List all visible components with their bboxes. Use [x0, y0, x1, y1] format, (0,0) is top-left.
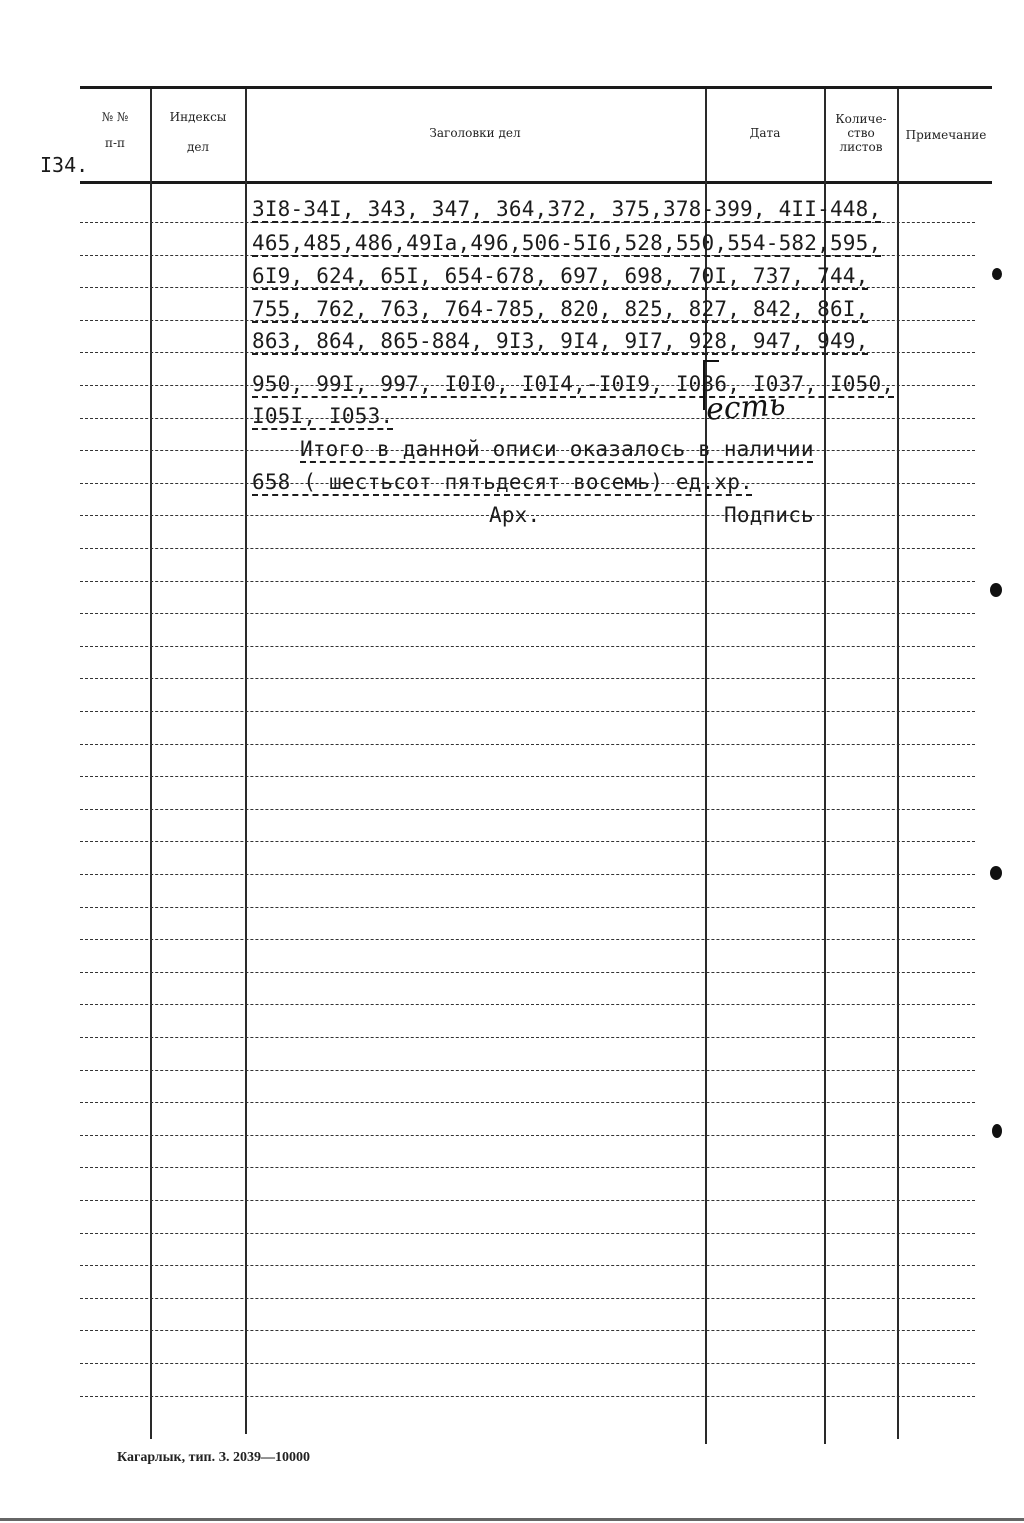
ruled-line	[80, 548, 975, 550]
page-bottom-edge	[0, 1518, 1024, 1521]
ruled-line	[80, 776, 975, 778]
header-notes: Примечание	[905, 128, 987, 142]
ruled-line	[80, 1004, 975, 1006]
ruled-line	[80, 841, 975, 843]
case-numbers-line-1: 3I8-34I, 343, 347, 364,372, 375,378-399, 4II-448,	[252, 197, 882, 221]
ruled-line	[80, 1233, 975, 1235]
ruled-line	[80, 1200, 975, 1202]
header-count-2: ство	[847, 126, 875, 140]
handwritten-bracket	[703, 360, 719, 410]
ruled-line	[80, 874, 975, 876]
ruled-line	[80, 581, 975, 583]
column-divider-notes	[897, 89, 899, 1439]
column-divider-index	[150, 89, 152, 1439]
ruled-line	[80, 678, 975, 680]
case-numbers-line-2: 465,485,486,49Iа,496,506-5I6,528,550,554-582,595,	[252, 231, 882, 255]
ruled-line	[80, 1298, 975, 1300]
case-numbers-line-6: 950, 99I, 997, I0I0, I0I4,-I0I9, I036, I037, I050,	[252, 372, 895, 396]
ruled-line	[80, 711, 975, 713]
punch-hole-mark	[992, 268, 1002, 280]
case-numbers-line-4: 755, 762, 763, 764-785, 820, 825, 827, 842, 86I,	[252, 297, 869, 321]
header-count-1: Количе-	[835, 112, 887, 126]
header-index-sub: дел	[186, 140, 210, 154]
ruled-line	[80, 744, 975, 746]
header-count	[825, 112, 897, 154]
ruled-line	[80, 1037, 975, 1039]
ruled-line	[80, 907, 975, 909]
ruled-line	[80, 1135, 975, 1137]
ruled-line	[80, 972, 975, 974]
ruled-line	[80, 1396, 975, 1398]
column-divider-date	[705, 89, 707, 1444]
header-num	[85, 110, 145, 150]
ruled-line	[80, 1330, 975, 1332]
header-date: Дата	[749, 126, 781, 140]
printer-imprint: Кагарлык, тип. З. 2039—10000	[117, 1450, 311, 1465]
ruled-line	[80, 418, 975, 420]
total-line-1: Итого в данной описи оказалось в наличии	[300, 437, 814, 461]
handwritten-mark: есть	[704, 387, 787, 428]
ruled-line	[80, 613, 975, 615]
header-num-sub: п-п	[104, 136, 126, 150]
case-numbers-line-7: I05I, I053.	[252, 404, 394, 428]
ruled-line	[80, 1102, 975, 1104]
header-titles: Заголовки дел	[429, 126, 521, 140]
archivist-label: Арх.	[489, 503, 541, 527]
total-line-2: 658 ( шестьсот пятьдесят восемь) ед.хр.	[252, 470, 753, 494]
ruled-line	[80, 939, 975, 941]
table-top-border	[80, 86, 992, 89]
ruled-line	[80, 222, 975, 224]
header-index	[152, 110, 244, 154]
signature-label: Подпись	[724, 503, 814, 527]
case-numbers-line-3: 6I9, 624, 65I, 654-678, 697, 698, 70I, 737, 744,	[252, 264, 869, 288]
punch-hole-mark	[990, 866, 1002, 880]
case-numbers-line-5: 863, 864, 865-884, 9I3, 9I4, 9I7, 928, 947, 949,	[252, 329, 869, 353]
header-index-label: Индексы	[169, 110, 227, 124]
ruled-line	[80, 809, 975, 811]
column-divider-count	[824, 89, 826, 1444]
ruled-line	[80, 1167, 975, 1169]
ruled-line	[80, 1070, 975, 1072]
header-num-label: № №	[101, 110, 129, 124]
ruled-line	[80, 1265, 975, 1267]
punch-hole-mark	[992, 1124, 1002, 1138]
ruled-line	[80, 646, 975, 648]
header-count-3: листов	[839, 140, 883, 154]
inventory-page-number: I34.	[40, 153, 89, 177]
punch-hole-mark	[990, 583, 1002, 597]
ruled-line	[80, 1363, 975, 1365]
header-bottom-border	[80, 181, 992, 184]
